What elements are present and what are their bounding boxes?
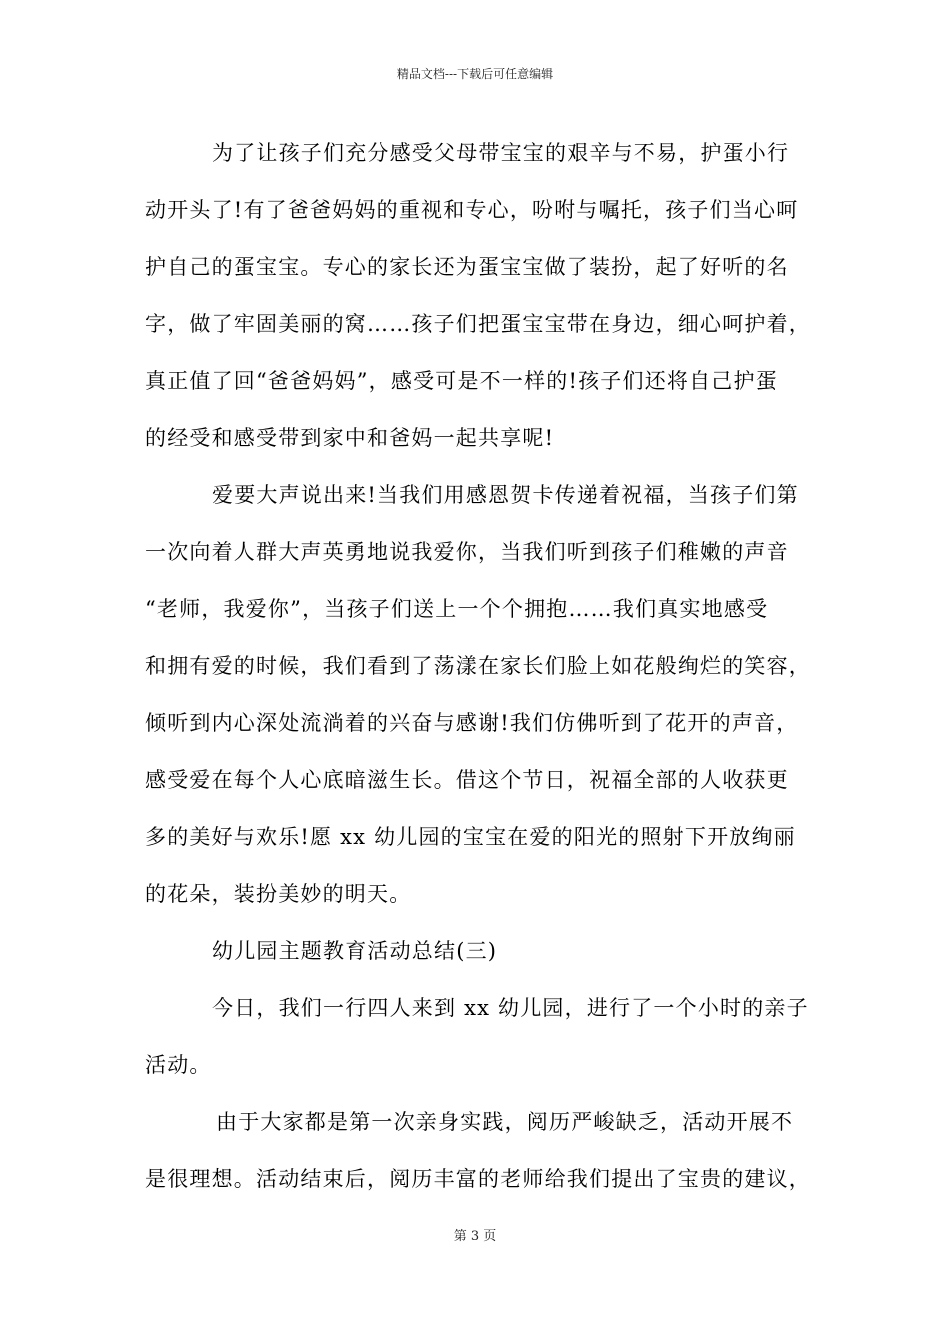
text-line: 一次向着人群大声英勇地说我爱你，当我们听到孩子们稚嫩的声音 xyxy=(145,540,789,564)
text-line: 由于大家都是第一次亲身实践，阅历严峻缺乏，活动开展不 xyxy=(216,1110,794,1134)
text-line: 多的美好与欢乐!愿 xx 幼儿园的宝宝在爱的阳光的照射下开放绚丽 xyxy=(145,825,796,849)
section-heading: 幼儿园主题教育活动总结(三) xyxy=(212,939,498,963)
text-line: 动开头了!有了爸爸妈妈的重视和专心，吩咐与嘱托，孩子们当心呵 xyxy=(145,198,799,222)
page-footer: 第 3 页 xyxy=(453,1229,497,1244)
text-line: 的经受和感受带到家中和爸妈一起共享呢! xyxy=(145,426,555,450)
text-line: “老师，我爱你”，当孩子们送上一个个拥抱……我们真实地感受 xyxy=(145,597,769,621)
text-line: 爱要大声说出来!当我们用感恩贺卡传递着祝福，当孩子们第 xyxy=(212,483,799,507)
text-line: 字，做了牢固美丽的窝……孩子们把蛋宝宝带在身边，细心呵护着， xyxy=(145,312,811,336)
text-line: 真正值了回“爸爸妈妈”，感受可是不一样的!孩子们还将自己护蛋 xyxy=(145,369,778,393)
text-line: 感受爱在每个人心底暗滋生长。借这个节日，祝福全部的人收获更 xyxy=(145,768,789,792)
text-line: 倾听到内心深处流淌着的兴奋与感谢!我们仿佛听到了花开的声音， xyxy=(145,711,799,735)
text-line: 活动。 xyxy=(145,1053,212,1077)
text-line: 和拥有爱的时候，我们看到了荡漾在家长们脸上如花般绚烂的笑容， xyxy=(145,654,811,678)
text-line: 为了让孩子们充分感受父母带宝宝的艰辛与不易，护蛋小行 xyxy=(212,141,790,165)
text-line: 护自己的蛋宝宝。专心的家长还为蛋宝宝做了装扮，起了好听的名 xyxy=(145,255,789,279)
text-line: 的花朵，装扮美妙的明天。 xyxy=(145,882,412,906)
page-header: 精品文档---下载后可任意编辑 xyxy=(396,67,554,81)
text-line: 是很理想。活动结束后，阅历丰富的老师给我们提出了宝贵的建议， xyxy=(145,1167,811,1191)
text-line: 今日，我们一行四人来到 xx 幼儿园，进行了一个小时的亲子 xyxy=(212,996,809,1020)
